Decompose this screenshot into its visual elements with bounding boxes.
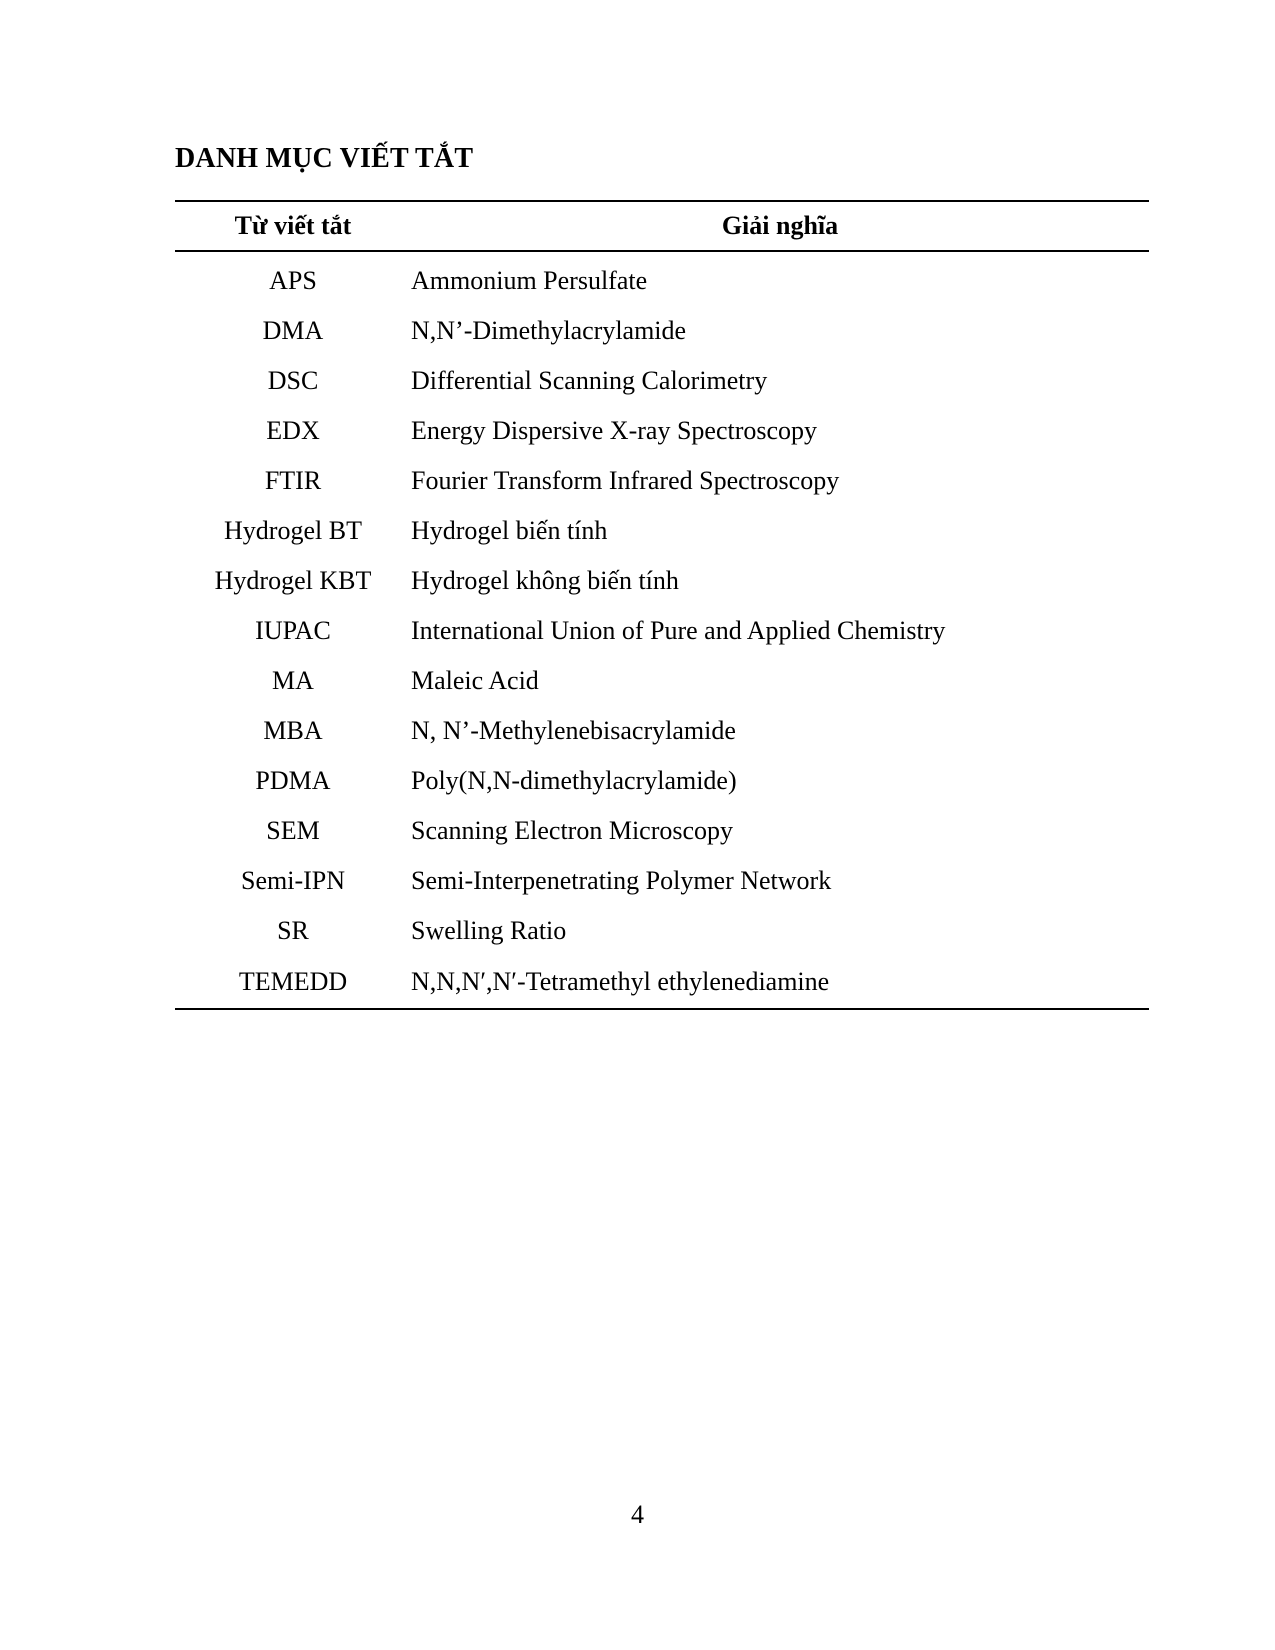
meaning-cell: Ammonium Persulfate <box>411 266 648 295</box>
abbreviation-cell: TEMEDD <box>238 967 348 996</box>
table-row <box>175 856 1149 906</box>
abbreviation-cell: PDMA <box>255 766 331 795</box>
abbreviation-cell: MA <box>272 666 314 695</box>
meaning-cell: Poly(N,N-dimethylacrylamide) <box>411 766 737 795</box>
table-row <box>175 706 1149 756</box>
table-row <box>175 251 1149 306</box>
table-row <box>175 556 1149 606</box>
abbreviation-cell: APS <box>269 266 317 295</box>
abbreviation-cell: Hydrogel KBT <box>214 566 372 595</box>
header-abbreviation: Từ viết tắt <box>234 211 352 240</box>
abbreviation-cell: SEM <box>266 816 320 845</box>
abbreviation-cell: FTIR <box>264 466 322 495</box>
abbreviation-table <box>175 200 1149 1010</box>
table-header-row <box>175 201 1149 251</box>
abbreviation-cell: Semi-IPN <box>241 866 345 895</box>
table-row <box>175 506 1149 556</box>
abbreviation-cell: SR <box>277 916 309 945</box>
meaning-cell: Differential Scanning Calorimetry <box>411 366 768 395</box>
table-row <box>175 406 1149 456</box>
header-meaning: Giải nghĩa <box>721 211 839 240</box>
abbreviation-cell: MBA <box>263 716 323 745</box>
table-row <box>175 756 1149 806</box>
table-row <box>175 356 1149 406</box>
abbreviation-cell: EDX <box>266 416 320 445</box>
table-row <box>175 806 1149 856</box>
page-number: 4 <box>631 1500 644 1529</box>
abbreviation-cell: IUPAC <box>255 616 331 645</box>
meaning-cell: Scanning Electron Microscopy <box>411 816 734 845</box>
meaning-cell: Energy Dispersive X-ray Spectroscopy <box>411 416 818 445</box>
meaning-cell: Maleic Acid <box>411 666 539 695</box>
abbreviation-cell: DSC <box>267 366 319 395</box>
meaning-cell: Fourier Transform Infrared Spectroscopy <box>411 466 840 495</box>
meaning-cell: N,N’-Dimethylacrylamide <box>411 316 687 345</box>
meaning-cell: Hydrogel biến tính <box>411 516 608 545</box>
meaning-cell: Semi-Interpenetrating Polymer Network <box>411 866 832 895</box>
table-row <box>175 956 1149 1009</box>
page-title: DANH MỤC VIẾT TẮT <box>175 143 474 174</box>
meaning-cell: Swelling Ratio <box>411 916 567 945</box>
meaning-cell: N,N,N′,N′-Tetramethyl ethylenediamine <box>411 967 830 996</box>
table-row <box>175 306 1149 356</box>
table-row <box>175 456 1149 506</box>
table-row <box>175 656 1149 706</box>
abbreviation-cell: Hydrogel BT <box>224 516 362 545</box>
abbreviation-cell: DMA <box>262 316 324 345</box>
table-row <box>175 906 1149 956</box>
table-row <box>175 606 1149 656</box>
meaning-cell: International Union of Pure and Applied Chemistry <box>411 616 946 645</box>
meaning-cell: Hydrogel không biến tính <box>411 566 679 595</box>
meaning-cell: N, N’-Methylenebisacrylamide <box>411 716 736 745</box>
